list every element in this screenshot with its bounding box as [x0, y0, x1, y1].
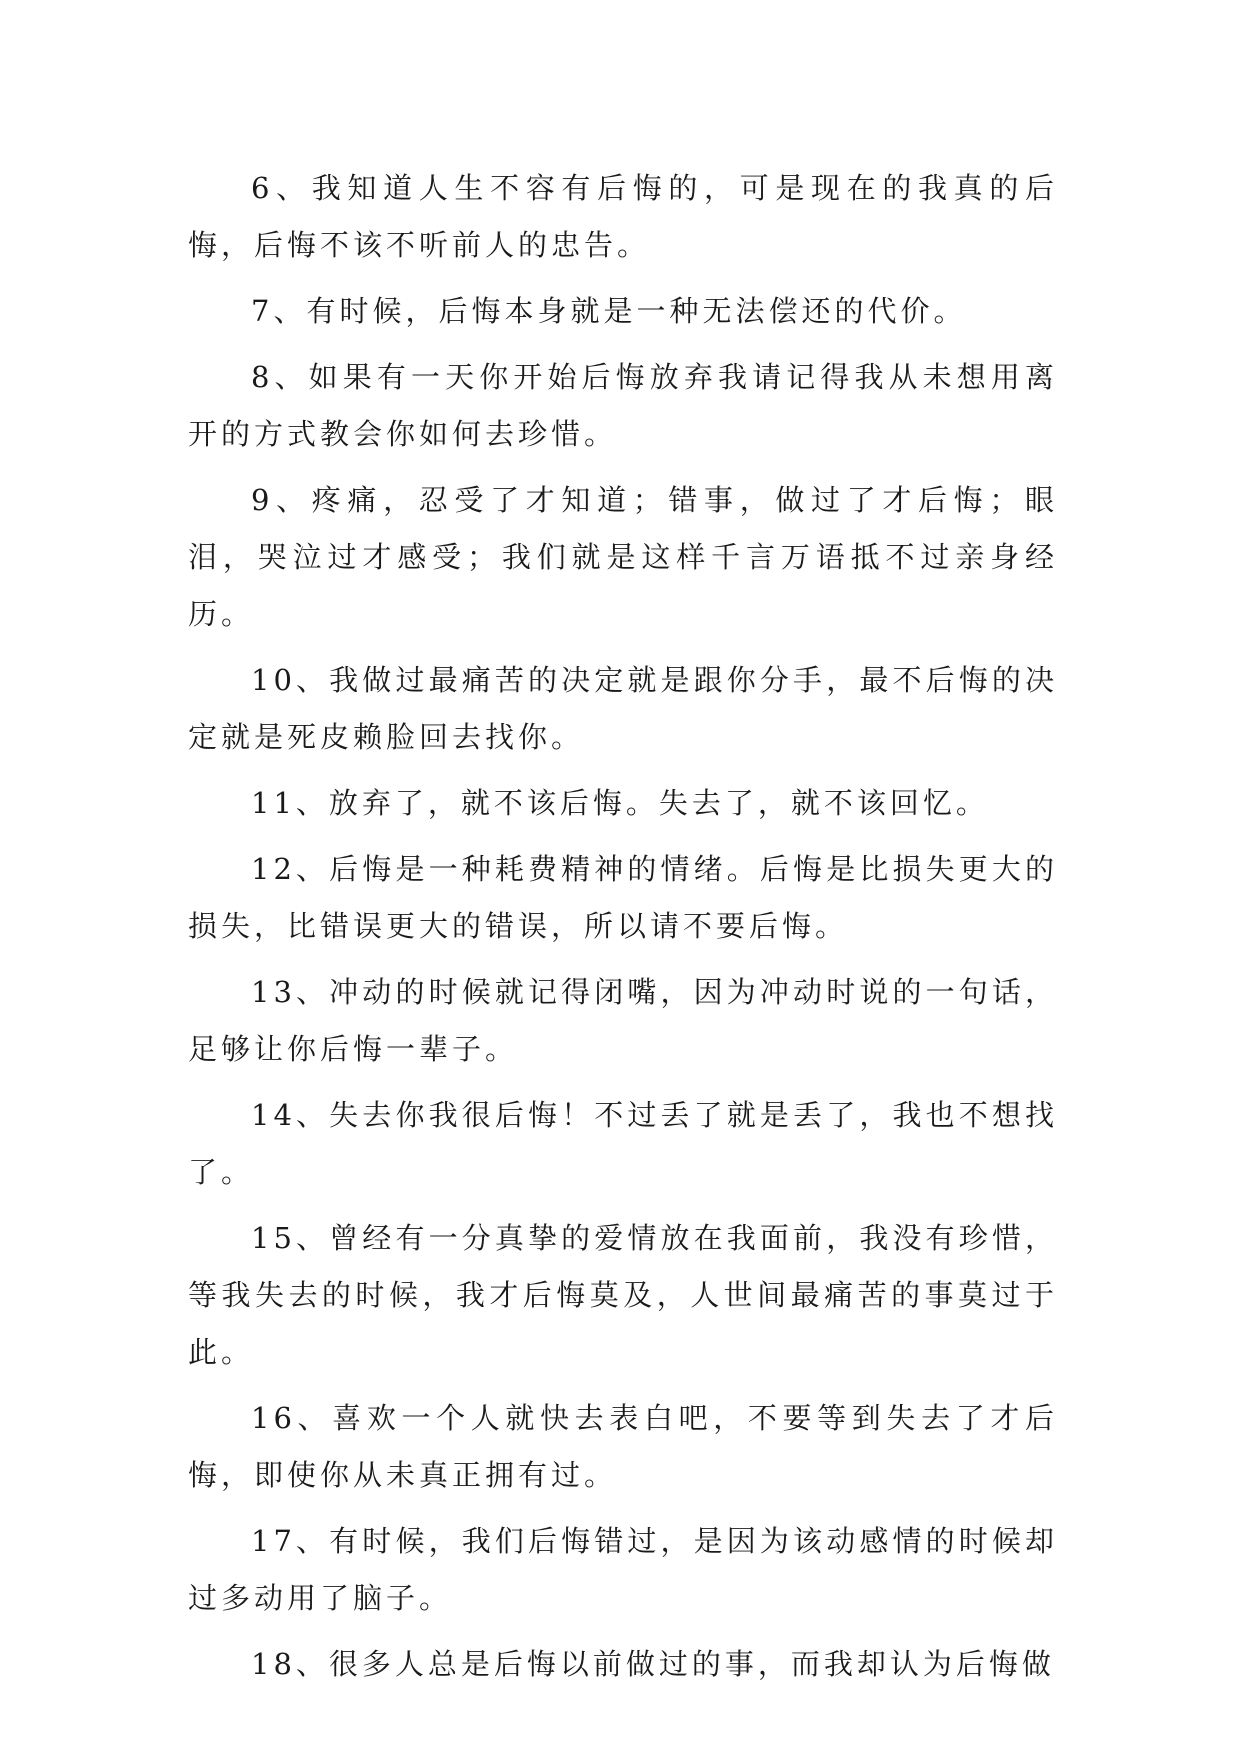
- paragraph-7: 7、有时候，后悔本身就是一种无法偿还的代价。: [251, 294, 967, 328]
- paragraph-9: 9、疼痛，忍受了才知道；错事，做过了才后悔；眼泪，哭泣过才感受；我们就是这样千言万语抵不过亲身经历。: [188, 483, 1058, 631]
- paragraph-10: 10、我做过最痛苦的决定就是跟你分手，最不后悔的决定就是死皮赖脸回去找你。: [188, 663, 1058, 754]
- document-body: [188, 160, 1058, 1693]
- paragraph-14: 14、失去你我很后悔！不过丢了就是丢了，我也不想找了。: [188, 1098, 1058, 1189]
- paragraph-13: 13、冲动的时候就记得闭嘴，因为冲动时说的一句话，足够让你后悔一辈子。: [188, 975, 1058, 1066]
- paragraph-18: 18、很多人总是后悔以前做过的事，而我却认为后悔做: [251, 1647, 1055, 1681]
- paragraph-16: 16、喜欢一个人就快去表白吧，不要等到失去了才后悔，即使你从未真正拥有过。: [188, 1401, 1058, 1492]
- paragraph-8: 8、如果有一天你开始后悔放弃我请记得我从未想用离开的方式教会你如何去珍惜。: [188, 360, 1058, 451]
- paragraph-6: 6、我知道人生不容有后悔的，可是现在的我真的后悔，后悔不该不听前人的忠告。: [188, 171, 1058, 262]
- paragraph-11: 11、放弃了，就不该后悔。失去了，就不该回忆。: [251, 786, 989, 820]
- paragraph-17: 17、有时候，我们后悔错过，是因为该动感情的时候却过多动用了脑子。: [188, 1524, 1058, 1615]
- paragraph-12: 12、后悔是一种耗费精神的情绪。后悔是比损失更大的损失，比错误更大的错误，所以请不要后悔。: [188, 852, 1058, 943]
- paragraph-15: 15、曾经有一分真挚的爱情放在我面前，我没有珍惜，等我失去的时候，我才后悔莫及，人世间最痛苦的事莫过于此。: [188, 1221, 1058, 1369]
